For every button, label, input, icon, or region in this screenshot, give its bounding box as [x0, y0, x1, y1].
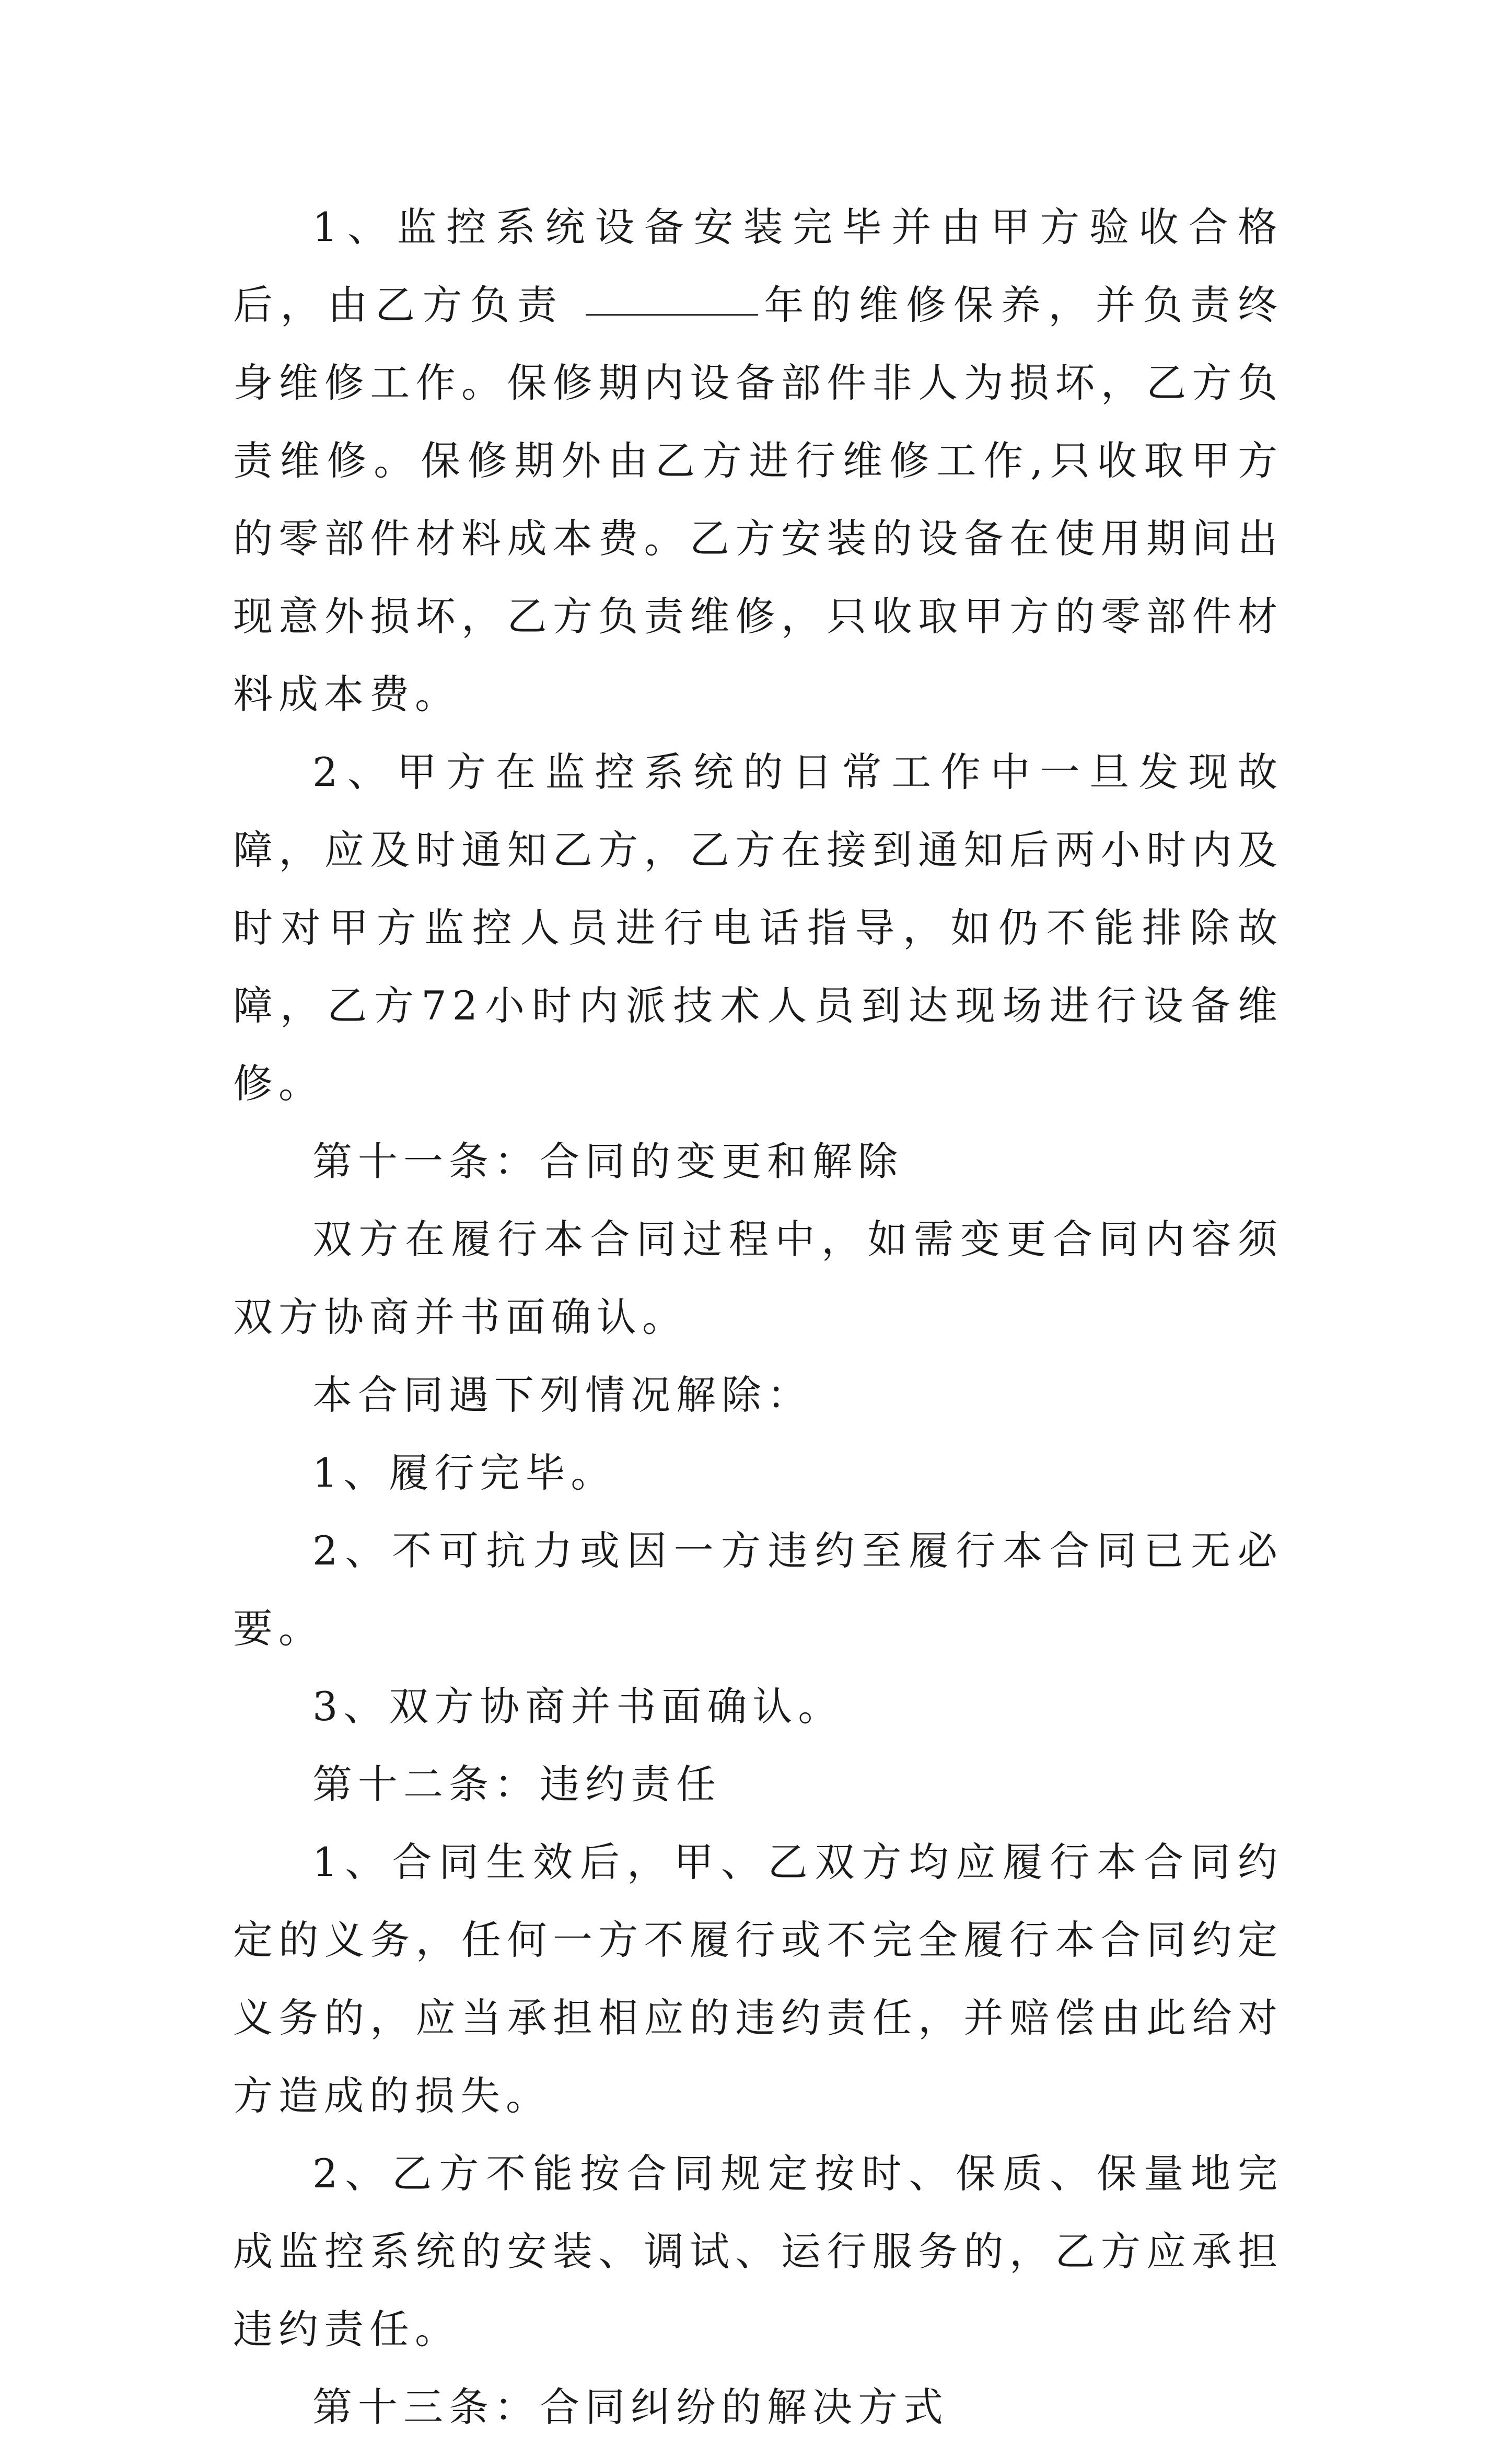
termination-intro-paragraph: 本合同遇下列情况解除：: [312, 1372, 812, 1418]
clause-maintenance-paragraph: [233, 188, 1283, 733]
article-13-heading: 第十三条：合同纠纷的解决方式: [312, 2384, 949, 2430]
years-fill-in-blank[interactable]: [586, 283, 758, 316]
liability-paragraph-2: 2、乙方不能按合同规定按时、保质、保量地完成监控系统的安装、调试、运行服务的，乙方应承担违约责任。: [233, 2150, 1283, 2352]
termination-item-2: 2、不可抗力或因一方违约至履行本合同已无必要。: [233, 1527, 1283, 1652]
clause-maintenance-text-end: 年的维修保养，并负责终身维修工作。保修期内设备部件非人为损坏，乙方负责维修。保修期外由乙方进行维修工作,只收取甲方的零部件材料成本费。乙方安装的设备在使用期间出现意外损坏，乙方负责维修，只收取甲方的零部件材料成本费。: [233, 282, 1284, 717]
clause-maintenance-text-start: 1、监控系统设备安装完毕并由甲方验收合格后，由乙方负责: [233, 204, 1283, 328]
liability-paragraph-1: 1、合同生效后，甲、乙双方均应履行本合同约定的义务，任何一方不履行或不完全履行本合同约定义务的，应当承担相应的违约责任，并赔偿由此给对方造成的损失。: [233, 1839, 1283, 2119]
article-12-heading: 第十二条：违约责任: [312, 1761, 722, 1807]
article-11-heading: 第十一条：合同的变更和解除: [312, 1138, 903, 1185]
document-body: [233, 188, 1283, 2446]
amendment-paragraph: 双方在履行本合同过程中，如需变更合同内容须双方协商并书面确认。: [233, 1216, 1283, 1340]
clause-fault-response-paragraph: 2、甲方在监控系统的日常工作中一旦发现故障，应及时通知乙方，乙方在接到通知后两小时内及时对甲方监控人员进行电话指导，如仍不能排除故障，乙方72小时内派技术人员到达现场进行设备维修。: [233, 749, 1283, 1107]
termination-item-1: 1、履行完毕。: [312, 1450, 617, 1496]
termination-item-3: 3、双方协商并书面确认。: [312, 1683, 844, 1730]
